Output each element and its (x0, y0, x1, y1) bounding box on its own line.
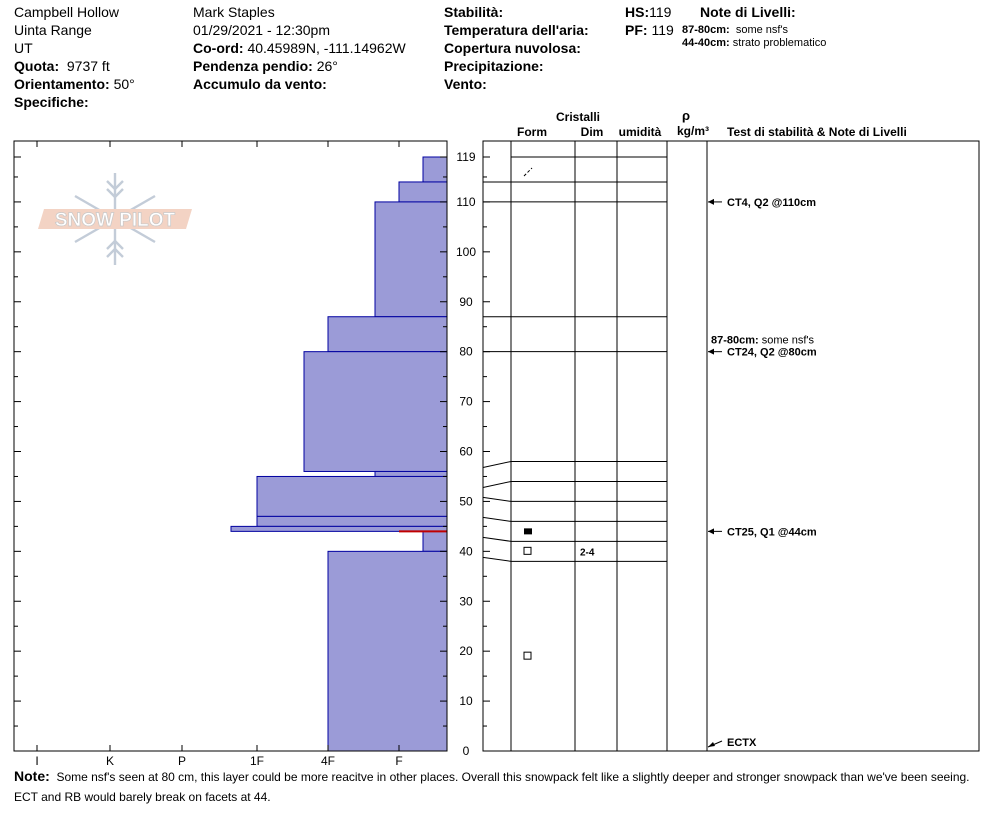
grain-size-label: 2-4 (580, 547, 595, 559)
stability-label: Stabilità: (444, 4, 504, 20)
layer-note-annotation (711, 335, 814, 347)
test-arrow-icon (708, 199, 714, 205)
depth-tick-label: 60 (459, 444, 473, 459)
depth-tick-label: 119 (456, 150, 476, 164)
grain-table (511, 141, 707, 751)
stability-tests-header: Test di stabilità & Note di Livelli (727, 125, 907, 139)
grain-frame (483, 141, 979, 751)
melt-freeze-grain-icon (524, 528, 532, 534)
grain-connector-line (483, 517, 511, 521)
specifics-label: Specifiche: (14, 94, 89, 110)
grain-connector-line (483, 537, 511, 541)
slope-angle: Pendenza pendio: 26° (193, 58, 338, 74)
form-header: Form (517, 125, 547, 139)
hardness-layer-bar (375, 202, 447, 317)
stability-test-label: ECTX (727, 737, 757, 749)
grain-connector-line (483, 497, 511, 501)
density-symbol: ρ (681, 108, 691, 123)
hardness-tick-label: 1F (249, 754, 265, 768)
test-arrow-icon (708, 349, 714, 355)
layer-note-text: some nsf's (758, 334, 814, 347)
grain-connector-line (483, 461, 511, 467)
foot-penetration: PF: 119 (625, 22, 674, 38)
hardness-layer-bar (328, 551, 447, 751)
depth-tick-label: 40 (459, 544, 473, 559)
wind-loading-label: Accumulo da vento: (193, 76, 327, 92)
cloud-cover-label: Copertura nuvolosa: (444, 40, 581, 56)
snowpilot-logo (38, 173, 192, 265)
depth-tick-label: 80 (459, 344, 473, 359)
depth-tick-label: 70 (459, 394, 473, 409)
grain-connector-line (483, 557, 511, 561)
hardness-tick-label: P (177, 754, 187, 768)
air-temp-label: Temperatura dell'aria: (444, 22, 589, 38)
depth-tick-label: 30 (459, 594, 473, 609)
hardness-layer-bar (375, 471, 447, 476)
total-snow-height: HS:119 (625, 4, 672, 20)
crystals-header: Cristalli (555, 110, 601, 124)
hardness-tick-label: K (105, 754, 115, 768)
depth-tick-label: 20 (459, 644, 473, 659)
grain-connector-line (483, 481, 511, 487)
mountain-range: Uinta Range (14, 22, 92, 38)
test-arrow-icon (708, 742, 715, 747)
hardness-layer-bar (328, 317, 447, 352)
layer-note-range: 87-80cm: (711, 334, 759, 347)
hardness-tick-label: I (35, 754, 39, 768)
hardness-layer-bar (399, 182, 447, 202)
hardness-bars (231, 157, 447, 751)
notes-label: Note: (14, 768, 50, 784)
logo-text: SNOW PILOT (54, 210, 176, 231)
hardness-layer-bar (423, 531, 447, 551)
coordinates: Co-ord: 40.45989N, -111.14962W (193, 40, 406, 56)
stability-test-label: CT24, Q2 @80cm (727, 346, 817, 359)
hardness-tick-label: F (395, 754, 403, 768)
state: UT (14, 40, 33, 56)
hardness-layer-bar (423, 157, 447, 182)
elevation: Quota: 9737 ft (14, 58, 110, 74)
hardness-layer-bar (257, 516, 447, 526)
depth-tick-label: 50 (459, 494, 473, 509)
hardness-tick-label: 4F (320, 754, 336, 768)
stability-tests (708, 197, 817, 749)
precipitation-label: Precipitazione: (444, 58, 544, 74)
layer-note-item: 44-40cm: strato problematico (682, 37, 827, 49)
observer-name: Mark Staples (193, 4, 275, 20)
moisture-header: umidità (618, 125, 662, 139)
observation-datetime: 01/29/2021 - 12:30pm (193, 22, 330, 38)
stability-test-label: CT4, Q2 @110cm (727, 196, 816, 209)
dim-header: Dim (580, 125, 604, 139)
wind-label: Vento: (444, 76, 487, 92)
hardness-layer-bar (304, 352, 447, 472)
test-arrow-icon (708, 528, 714, 534)
depth-tick-label: 100 (455, 244, 477, 259)
density-unit: kg/m³ (676, 124, 710, 138)
hardness-layer-bar (257, 476, 447, 516)
stability-test-label: CT25, Q1 @44cm (727, 526, 817, 539)
depth-tick-label: 10 (459, 694, 473, 709)
location-name: Campbell Hollow (14, 4, 120, 20)
depth-tick-label: 90 (459, 294, 473, 309)
faceted-grain-icon (524, 547, 531, 554)
aspect: Orientamento: 50° (14, 76, 135, 92)
grain-symbols (524, 168, 595, 659)
notes-section (14, 766, 989, 807)
faceted-grain-icon (524, 652, 531, 659)
layer-notes-label: Note di Livelli: (700, 4, 796, 20)
depth-tick-label: 0 (462, 744, 470, 758)
decomposing-grain-icon (524, 168, 532, 176)
notes-text: Some nsf's seen at 80 cm, this layer could be more reacitve in other places. Overall this snowpack felt like a slightly deeper and stronger snowpack than we've been seeing. ECT and RB would barely break on facets at 44. (14, 770, 970, 804)
depth-tick-label: 110 (456, 194, 476, 209)
layer-note-item: 87-80cm: some nsf's (682, 24, 789, 36)
